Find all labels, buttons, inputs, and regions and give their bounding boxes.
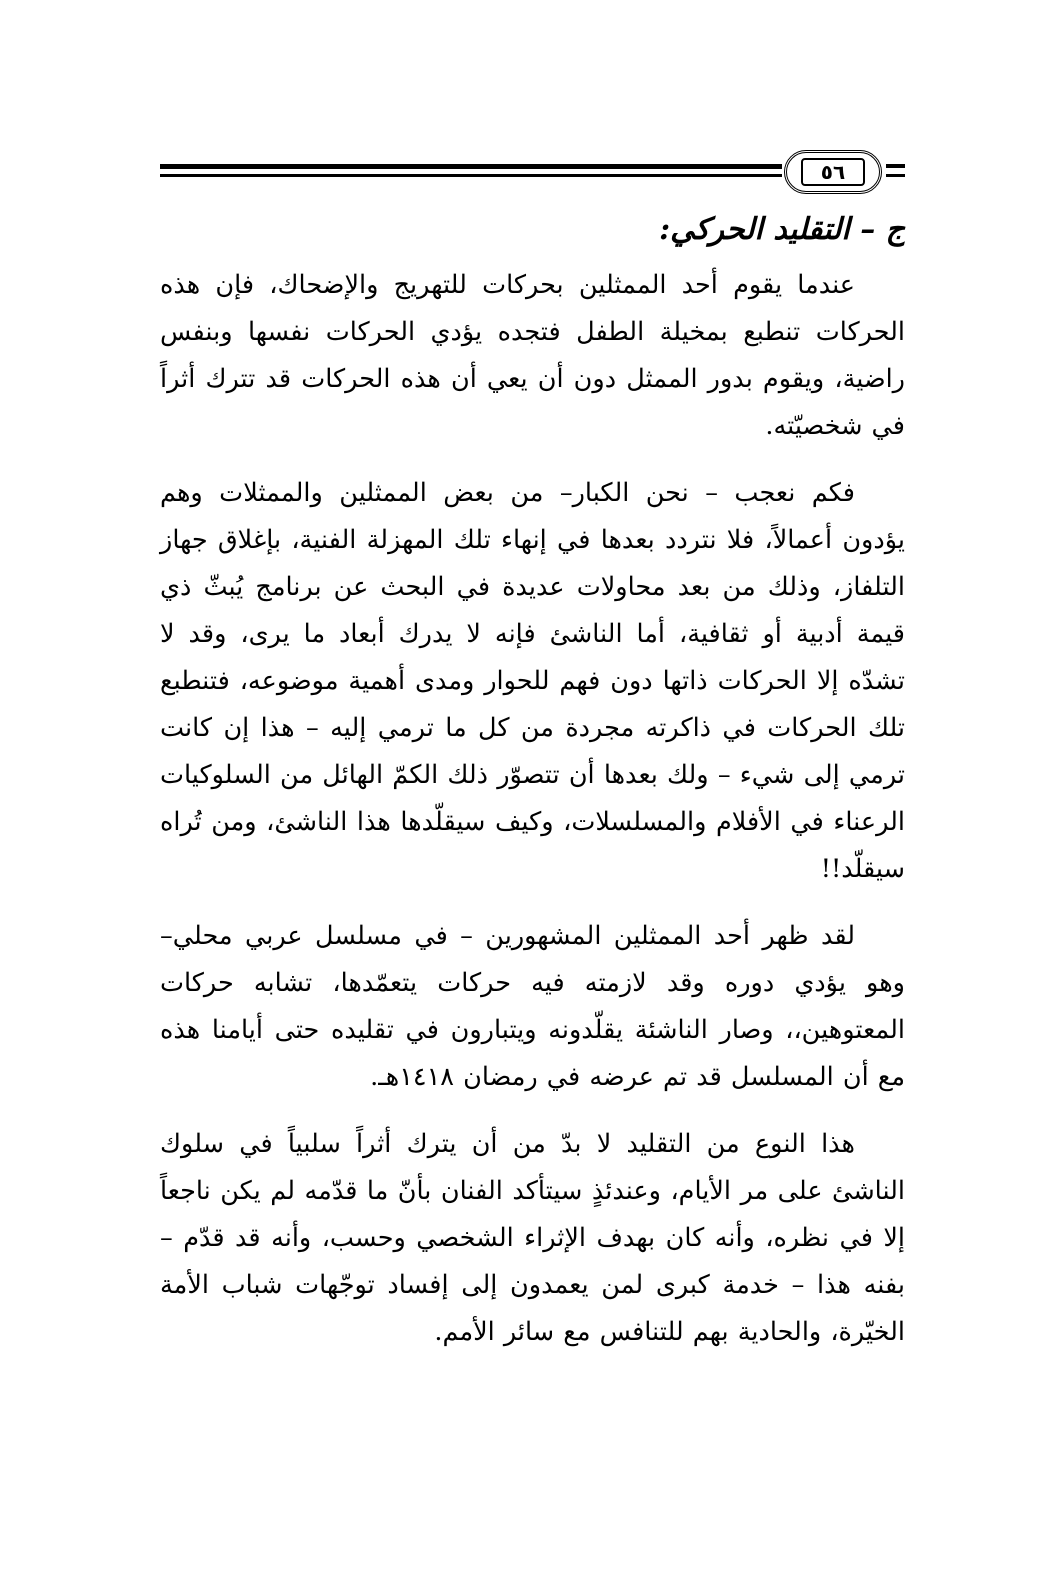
section-title: ج – التقليد الحركي: xyxy=(659,212,905,247)
page-body xyxy=(160,206,905,1376)
header-rule-short-top xyxy=(886,164,905,168)
header-rule-bottom xyxy=(160,174,782,177)
page-header xyxy=(160,150,905,196)
paragraph-4: هذا النوع من التقليد لا بدّ من أن يترك أثراً سلبياً في سلوك الناشئ على مر الأيام، وعندئذٍ سيتأكد الفنان بأنّ ما قدّمه لم يكن ناجعاً إلا في نظره، وأنه كان بهدف الإثراء الشخصي وحسب، وأنه قد قدّم – بفنه هذا – خدمة كبرى لمن يعمدون إلى إفساد توجّهات شباب الأمة الخيّرة، والحادية بهم للتنافس مع سائر الأمم. xyxy=(160,1129,905,1347)
page-number: ٥٦ xyxy=(801,158,865,186)
paragraph-3: لقد ظهر أحد الممثلين المشهورين – في مسلسل عربي محلي– وهو يؤدي دوره وقد لازمته فيه حركات يتعمّدها، تشابه حركات المعتوهين،، وصار الناشئة يقلّدونه ويتبارون في تقليده حتى أيامنا هذه مع أن المسلسل قد تم عرضه في رمضان ١٤١٨هـ. xyxy=(160,921,905,1092)
paragraph-1: عندما يقوم أحد الممثلين بحركات للتهريج والإضحاك، فإن هذه الحركات تنطبع بمخيلة الطفل فتجده يؤدي الحركات نفسها وبنفس راضية، ويقوم بدور الممثل دون أن يعي أن هذه الحركات قد تترك أثراً في شخصيّته. xyxy=(160,270,905,441)
paragraph-2: فكم نعجب – نحن الكبار– من بعض الممثلين والممثلات وهم يؤدون أعمالاً، فلا نتردد بعدها في إنهاء تلك المهزلة الفنية، بإغلاق جهاز التلفاز، وذلك من بعد محاولات عديدة في البحث عن برنامج يُبثّ ذي قيمة أدبية أو ثقافية، أما الناشئ فإنه لا يدرك أبعاد ما يرى، وقد لا تشدّه إلا الحركات ذاتها دون فهم للحوار ومدى أهمية موضوعه، فتنطبع تلك الحركات في ذاكرته مجردة من كل ما ترمي إليه – هذا إن كانت ترمي إلى شيء – ولك بعدها أن تتصوّر ذلك الكمّ الهائل من السلوكيات الرعناء في الأفلام والمسلسلات، وكيف سيقلّدها هذا الناشئ، ومن تُراه سيقلّد!! xyxy=(160,478,905,884)
page-number-ornament xyxy=(784,150,882,194)
header-rule-top xyxy=(160,164,782,169)
header-rule-short-bottom xyxy=(886,174,905,177)
